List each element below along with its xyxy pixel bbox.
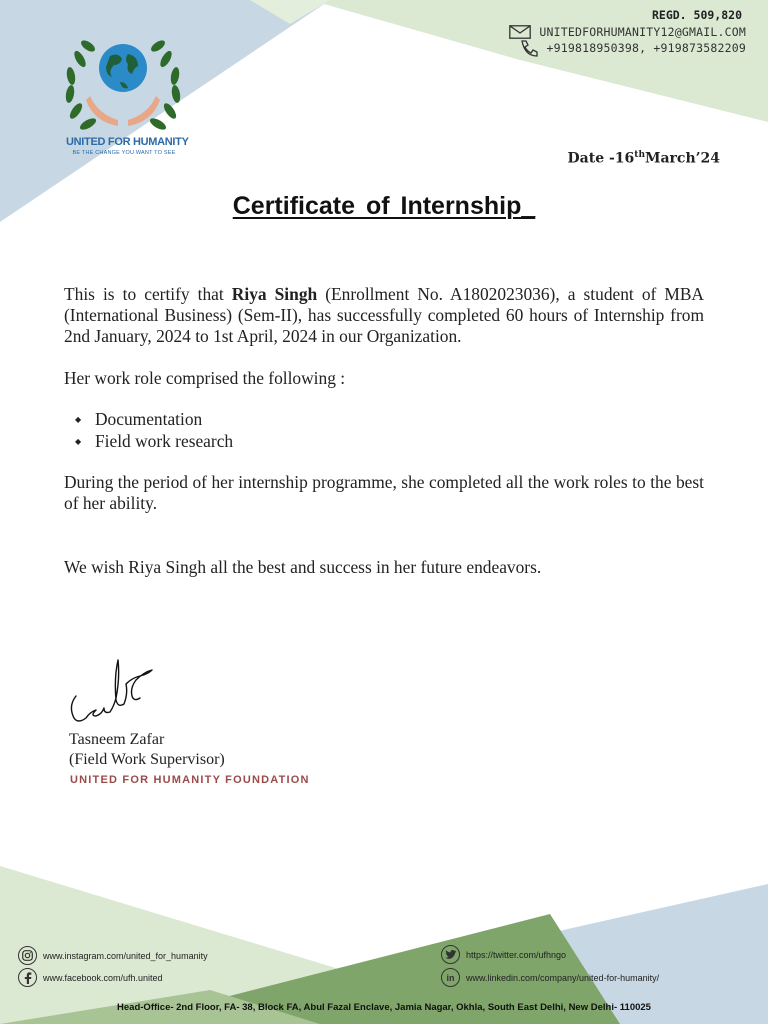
list-item: ◆ Field work research	[64, 431, 704, 453]
instagram-icon	[18, 946, 37, 965]
facebook-link[interactable]	[18, 968, 163, 987]
handwritten-signature	[66, 656, 162, 726]
signatory-organization: UNITED FOR HUMANITY FOUNDATION	[70, 774, 310, 786]
email-text[interactable]: UNITEDFORHUMANITY12@GMAIL.COM	[539, 25, 746, 39]
signatory-role: (Field Work Supervisor)	[69, 751, 225, 768]
instagram-url[interactable]: www.instagram.com/united_for_humanity	[43, 950, 208, 961]
globe-icon	[99, 44, 147, 92]
hands-icon	[86, 96, 160, 126]
facebook-url[interactable]: www.facebook.com/ufh.united	[43, 972, 163, 983]
linkedin-icon: in	[441, 968, 460, 987]
linkedin-url[interactable]: www.linkedin.com/company/united-for-humanity/	[466, 972, 660, 983]
linkedin-link[interactable]	[441, 968, 659, 987]
signatory-name: Tasneem Zafar	[69, 731, 165, 748]
twitter-url[interactable]: https://twitter.com/ufhngo	[466, 949, 567, 960]
intern-name: Riya Singh	[231, 284, 318, 304]
date-suffix: th	[634, 150, 645, 160]
date-month-year: March’24	[644, 150, 720, 167]
head-office-address: Head-Office- 2nd Floor, FA- 38, Block FA, Abul Fazal Enclave, Jamia Nagar, Okhla, South East Delhi, New Delhi- 110025	[117, 1002, 651, 1013]
phone-icon	[517, 40, 539, 56]
work-role-intro: Her work role comprised the following :	[64, 368, 346, 388]
phone-text[interactable]: +919818950398, +919873582209	[546, 41, 746, 55]
list-item: ◆ Documentation	[64, 409, 704, 431]
phone-contact[interactable]	[517, 40, 746, 56]
logo-title: UNITED FOR HUMANITY	[66, 136, 189, 148]
certificate-title: Certificate of Internship_	[232, 192, 536, 220]
facebook-icon	[18, 968, 37, 987]
certificate-date	[568, 150, 720, 167]
date-day: Date -16	[567, 150, 635, 167]
work-role-list	[64, 409, 704, 452]
envelope-icon	[509, 24, 531, 40]
logo-tagline: BE THE CHANGE YOU WANT TO SEE	[72, 150, 176, 156]
certification-paragraph: This is to certify that Riya Singh (Enrollment No. A1802023036), a student of MBA (International Business) (Sem-II), has successfully completed 60 hours of Internship from 2nd January, 2024 to 1st April, 2024 in our Organization.	[64, 284, 704, 346]
registration-number: REGD. 509,820	[651, 8, 742, 22]
instagram-link[interactable]	[18, 946, 208, 965]
twitter-icon	[441, 945, 460, 964]
wishes-paragraph: We wish Riya Singh all the best and success in her future endeavors.	[64, 557, 542, 577]
email-contact[interactable]	[509, 24, 746, 40]
twitter-link[interactable]	[441, 945, 566, 964]
completion-paragraph: During the period of her internship programme, she completed all the work roles to the best of her ability.	[64, 472, 704, 513]
